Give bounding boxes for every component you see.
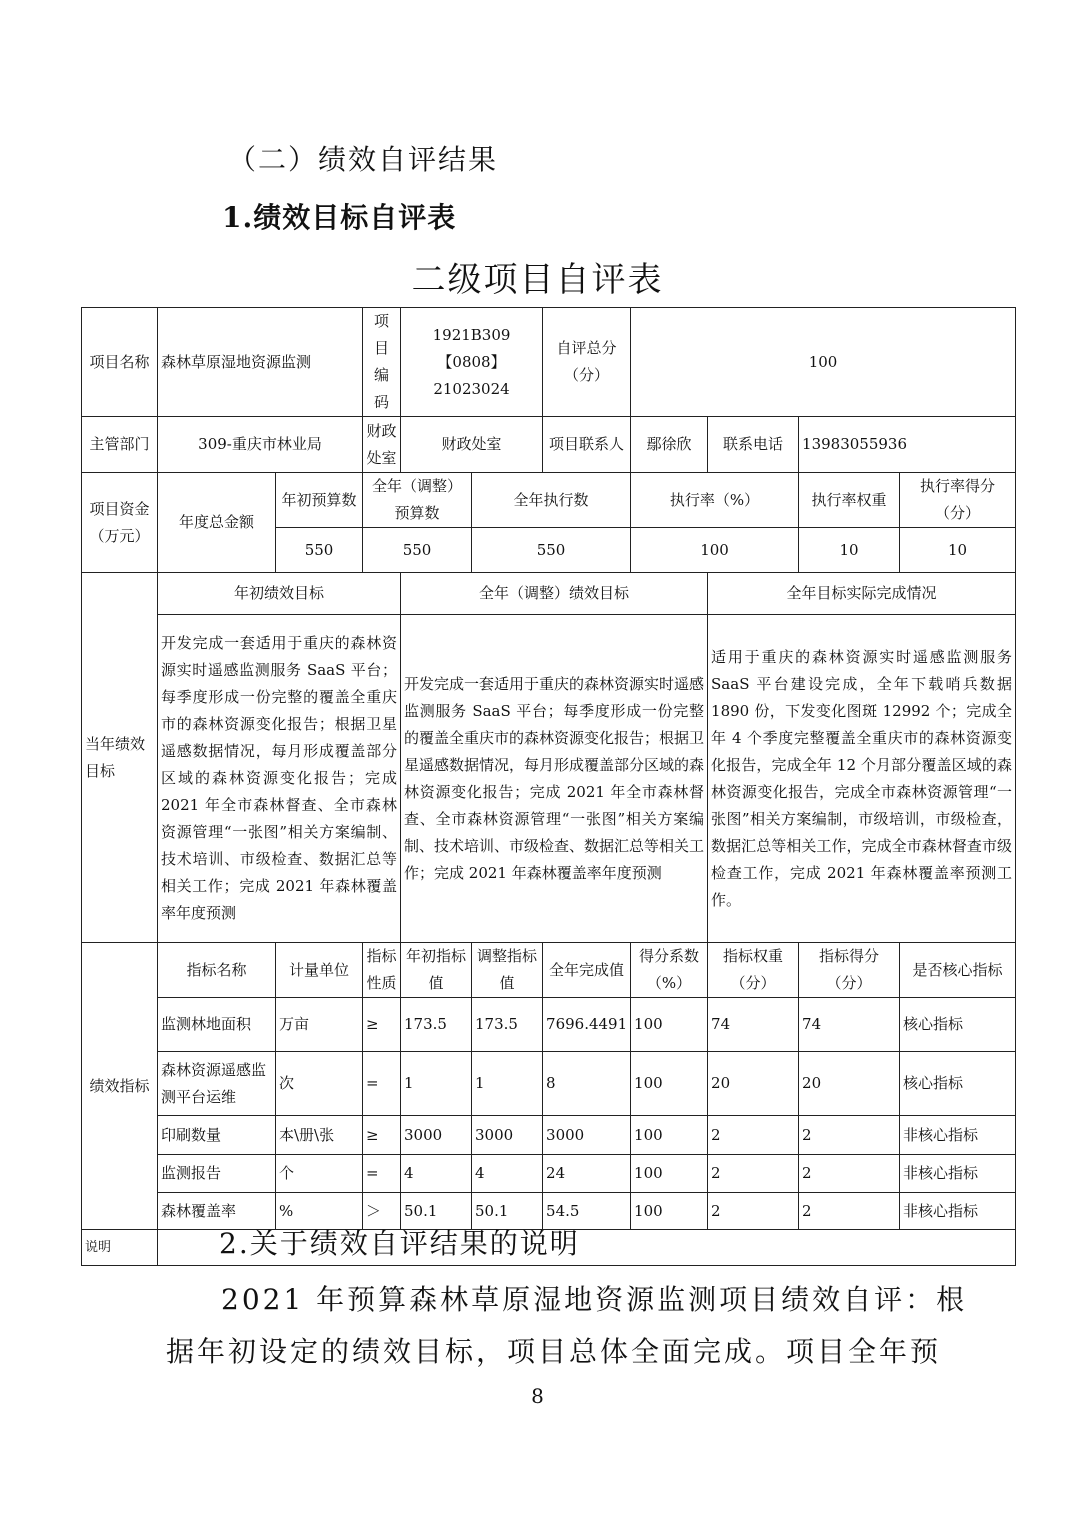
indicator-cell: =: [363, 1052, 401, 1116]
indicator-cell: 监测林地面积: [158, 998, 276, 1052]
indicator-cell: 印刷数量: [158, 1116, 276, 1155]
indicator-cell: 1: [472, 1052, 543, 1116]
indicator-cell: 森林资源遥感监测平台运维: [158, 1052, 276, 1116]
indicator-header: 是否核心指标: [900, 943, 1016, 998]
funds-value: 10: [799, 528, 900, 573]
indicator-cell: 非核心指标: [900, 1193, 1016, 1230]
adjusted-goals-text: 开发完成一套适用于重庆的森林资源实时遥感监测服务 SaaS 平台；每季度形成一份完整的覆盖全重庆市的森林资源变化报告；根据卫星遥感数据情况，每月形成覆盖部分区域的森林资源变化报告；完成 2021 年全市森林督查、全市森林资源管理“一张图”相关方案编制、技术培训、市级检查、数据汇总等相关工作；完成 2021 年森林覆盖率年度预测: [401, 615, 708, 943]
contact-person-label: 项目联系人: [543, 417, 631, 473]
indicator-header: 调整指标值: [472, 943, 543, 998]
project-name-label: 项目名称: [82, 308, 158, 417]
phone-label: 联系电话: [708, 417, 799, 473]
section2-paragraph-line: 2021 年预算森林草原湿地资源监测项目绩效自评：根: [221, 1283, 968, 1316]
section2-heading: 2.关于绩效自评结果的说明: [219, 1227, 580, 1260]
contact-person-value: 鄢徐欣: [631, 417, 708, 473]
funds-value: 100: [631, 528, 799, 573]
finance-office-value: 财政处室: [401, 417, 543, 473]
indicator-cell: 74: [708, 998, 799, 1052]
indicator-cell: 2: [708, 1116, 799, 1155]
finance-office-label: 财政处室: [363, 417, 401, 473]
indicator-header: 指标得分（分）: [799, 943, 900, 998]
indicator-cell: 8: [543, 1052, 631, 1116]
project-name-value: 森林草原湿地资源监测: [158, 308, 363, 417]
indicator-header: 指标权重（分）: [708, 943, 799, 998]
indicator-header: 指标性质: [363, 943, 401, 998]
indicator-cell: ≥: [363, 998, 401, 1052]
indicator-cell: 20: [799, 1052, 900, 1116]
indicator-cell: 100: [631, 1193, 708, 1230]
indicator-cell: 2: [799, 1116, 900, 1155]
total-score-label: 自评总分（分）: [543, 308, 631, 417]
annual-total-label: 年度总金额: [158, 473, 276, 573]
project-code-label: 项目编码: [363, 308, 401, 417]
indicator-cell: %: [276, 1193, 363, 1230]
funds-header: 执行率得分（分）: [900, 473, 1016, 528]
indicator-cell: 1: [401, 1052, 472, 1116]
indicator-cell: 50.1: [472, 1193, 543, 1230]
table-row: [82, 1155, 1016, 1193]
indicator-cell: 173.5: [401, 998, 472, 1052]
indicator-cell: 100: [631, 1116, 708, 1155]
indicator-cell: 4: [401, 1155, 472, 1193]
indicator-cell: 3000: [472, 1116, 543, 1155]
indicator-cell: 54.5: [543, 1193, 631, 1230]
subsection-heading: 1.绩效目标自评表: [222, 201, 457, 234]
note-label: 说明: [82, 1230, 158, 1266]
indicator-cell: 核心指标: [900, 998, 1016, 1052]
indicator-cell: 100: [631, 1052, 708, 1116]
actual-completion-text: 适用于重庆的森林资源实时遥感监测服务 SaaS 平台建设完成，全年下载哨兵数据 1890 份，下发变化图斑 12992 个；完成全年 4 个季度完整覆盖全重庆市的森林资源变化报告，完成全年 12 个月部分覆盖区域的森林资源变化报告，完成全市森林资源管理“一张图”相关方案编制，市级培训，市级检查，数据汇总等相关工作，完成全市森林督查市级检查工作，完成 2021 年森林覆盖率预测工作。: [708, 615, 1016, 943]
table-row: [82, 998, 1016, 1052]
indicator-cell: 本\册\张: [276, 1116, 363, 1155]
indicator-cell: ≥: [363, 1116, 401, 1155]
indicator-cell: 非核心指标: [900, 1116, 1016, 1155]
goals-header: 全年目标实际完成情况: [708, 573, 1016, 615]
indicator-cell: ＞: [363, 1193, 401, 1230]
goals-header-row: [82, 573, 1016, 615]
table-row: [82, 1116, 1016, 1155]
indicator-cell: 2: [799, 1193, 900, 1230]
department-label: 主管部门: [82, 417, 158, 473]
goals-header: 全年（调整）绩效目标: [401, 573, 708, 615]
indicator-header: 得分系数（%）: [631, 943, 708, 998]
indicator-cell: 173.5: [472, 998, 543, 1052]
funds-header-row: [82, 473, 1016, 528]
page-number: 8: [531, 1384, 544, 1408]
funds-header: 年初预算数: [276, 473, 363, 528]
project-info-row: [82, 308, 1016, 417]
phone-value: 13983055936: [799, 417, 1016, 473]
indicator-cell: 核心指标: [900, 1052, 1016, 1116]
indicator-cell: 非核心指标: [900, 1155, 1016, 1193]
funds-value: 550: [276, 528, 363, 573]
initial-goals-text: 开发完成一套适用于重庆的森林资源实时遥感监测服务 SaaS 平台；每季度形成一份完整的覆盖全重庆市的森林资源变化报告；根据卫星遥感数据情况，每月形成覆盖部分区域的森林资源变化报告；完成 2021 年全市森林督查、全市森林资源管理“一张图”相关方案编制、技术培训、市级检查、数据汇总等相关工作；完成 2021 年森林覆盖率年度预测: [158, 615, 401, 943]
indicator-header: 年初指标值: [401, 943, 472, 998]
section2-paragraph-line: 据年初设定的绩效目标，项目总体全面完成。项目全年预: [166, 1335, 942, 1368]
funds-value: 550: [363, 528, 472, 573]
indicator-cell: 4: [472, 1155, 543, 1193]
indicator-cell: 100: [631, 1155, 708, 1193]
total-score-value: 100: [631, 308, 1016, 417]
indicator-cell: 2: [708, 1193, 799, 1230]
indicator-cell: 森林覆盖率: [158, 1193, 276, 1230]
indicator-cell: 监测报告: [158, 1155, 276, 1193]
funds-header: 全年执行数: [472, 473, 631, 528]
indicator-cell: 24: [543, 1155, 631, 1193]
indicator-header: 计量单位: [276, 943, 363, 998]
table-title: 二级项目自评表: [411, 260, 664, 300]
section-heading: （二）绩效自评结果: [228, 143, 499, 176]
department-row: [82, 417, 1016, 473]
funds-label: 项目资金（万元）: [82, 473, 158, 573]
indicator-cell: 74: [799, 998, 900, 1052]
indicator-cell: 次: [276, 1052, 363, 1116]
indicator-header: 指标名称: [158, 943, 276, 998]
indicator-cell: 3000: [401, 1116, 472, 1155]
indicator-cell: 2: [799, 1155, 900, 1193]
indicator-cell: 3000: [543, 1116, 631, 1155]
indicator-header: 全年完成值: [543, 943, 631, 998]
annual-goals-label: 当年绩效目标: [82, 573, 158, 943]
project-code-value: 1921B309【0808】21023024: [401, 308, 543, 417]
indicator-cell: 万亩: [276, 998, 363, 1052]
funds-header: 全年（调整）预算数: [363, 473, 472, 528]
indicator-cell: 20: [708, 1052, 799, 1116]
indicator-cell: 50.1: [401, 1193, 472, 1230]
funds-header: 执行率（%）: [631, 473, 799, 528]
department-value: 309-重庆市林业局: [158, 417, 363, 473]
funds-header: 执行率权重: [799, 473, 900, 528]
indicator-cell: 2: [708, 1155, 799, 1193]
funds-value: 550: [472, 528, 631, 573]
self-evaluation-table: [81, 307, 1016, 1266]
indicator-cell: 个: [276, 1155, 363, 1193]
indicator-cell: =: [363, 1155, 401, 1193]
indicator-cell: 7696.4491: [543, 998, 631, 1052]
funds-value: 10: [900, 528, 1016, 573]
table-row: [82, 1052, 1016, 1116]
goals-content-row: [82, 615, 1016, 943]
indicator-cell: 100: [631, 998, 708, 1052]
indicators-label: 绩效指标: [82, 943, 158, 1230]
indicators-header-row: [82, 943, 1016, 998]
goals-header: 年初绩效目标: [158, 573, 401, 615]
